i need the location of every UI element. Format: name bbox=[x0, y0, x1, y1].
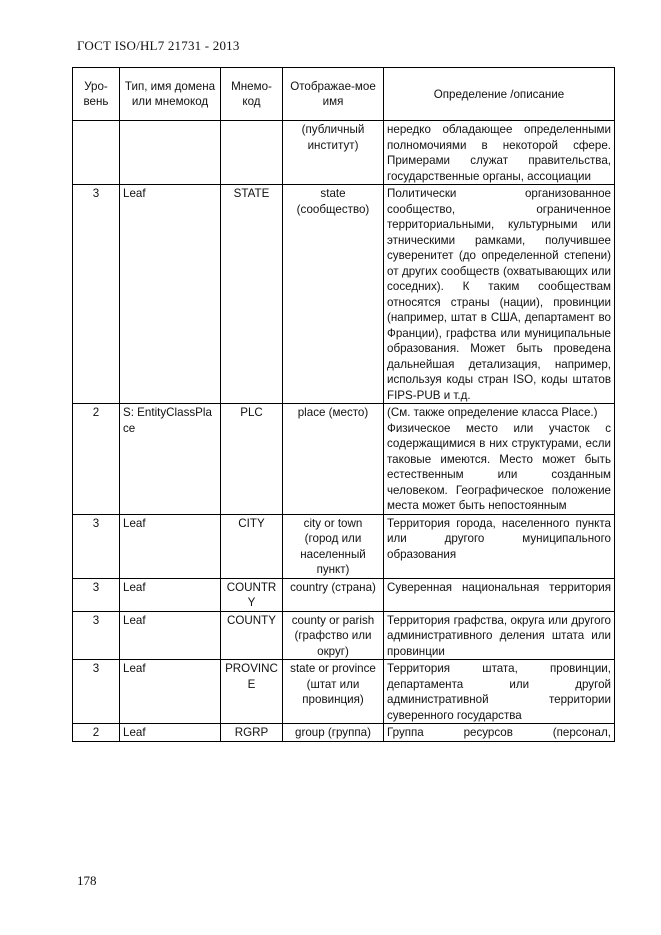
header-mnemonic: Мнемо-код bbox=[221, 68, 283, 121]
cell-type bbox=[120, 121, 221, 185]
cell-definition bbox=[384, 724, 615, 742]
cell-display-name: group (группа) bbox=[283, 724, 384, 742]
cell-display-name: (публичный институт) bbox=[283, 121, 384, 185]
header-level: Уро-вень bbox=[73, 68, 120, 121]
page-number: 178 bbox=[77, 873, 97, 888]
cell-definition bbox=[384, 578, 615, 611]
definition-text: Суверенная национальная территория bbox=[387, 580, 611, 594]
document-header: ГОСТ ISO/HL7 21731 - 2013 bbox=[77, 38, 240, 53]
cell-level: 3 bbox=[73, 611, 120, 660]
cell-type: Leaf bbox=[120, 724, 221, 742]
cell-type: Leaf bbox=[120, 185, 221, 404]
cell-type: S: EntityClassPlace bbox=[120, 404, 221, 515]
definition-text: Группа ресурсов (персонал, bbox=[387, 726, 611, 739]
header-display-name: Отображае-мое имя bbox=[283, 68, 384, 121]
cell-display-name: state (сообщество) bbox=[283, 185, 384, 404]
cell-display-name: state or province (штат или провинция) bbox=[283, 660, 384, 724]
table-row bbox=[73, 611, 615, 660]
cell-definition bbox=[384, 514, 615, 578]
table-row bbox=[73, 185, 615, 404]
cell-mnemonic: PROVINCE bbox=[221, 660, 283, 724]
definition-text: (См. также определение класса Place.) bbox=[387, 406, 598, 419]
cell-display-name: place (место) bbox=[283, 404, 384, 515]
table-row bbox=[73, 724, 615, 742]
table-header-row bbox=[73, 68, 615, 121]
definition-text: Территория штата, провинции, департамента или другой административной территории суверенного государства bbox=[387, 662, 611, 722]
cell-mnemonic: PLC bbox=[221, 404, 283, 515]
code-table bbox=[72, 67, 615, 742]
cell-mnemonic: RGRP bbox=[221, 724, 283, 742]
cell-type: Leaf bbox=[120, 660, 221, 724]
cell-definition bbox=[384, 404, 615, 515]
cell-display-name: country (страна) bbox=[283, 578, 384, 611]
table-row bbox=[73, 660, 615, 724]
cell-level: 3 bbox=[73, 514, 120, 578]
cell-mnemonic: CITY bbox=[221, 514, 283, 578]
cell-level bbox=[73, 121, 120, 185]
cell-display-name: city or town (город или населенный пункт) bbox=[283, 514, 384, 578]
table-row bbox=[73, 404, 615, 515]
table-row bbox=[73, 578, 615, 611]
table-row bbox=[73, 514, 615, 578]
table-row bbox=[73, 121, 615, 185]
cell-mnemonic: STATE bbox=[221, 185, 283, 404]
header-type: Тип, имя домена или мнемокод bbox=[120, 68, 221, 121]
cell-type: Leaf bbox=[120, 611, 221, 660]
header-definition: Определение /описание bbox=[384, 68, 615, 121]
cell-mnemonic: COUNTY bbox=[221, 611, 283, 660]
cell-display-name: county or parish (графство или округ) bbox=[283, 611, 384, 660]
cell-definition bbox=[384, 185, 615, 404]
definition-text: Территория графства, округа или другого административного деления штата или провинции bbox=[387, 613, 611, 658]
cell-type: Leaf bbox=[120, 514, 221, 578]
cell-mnemonic bbox=[221, 121, 283, 185]
definition-text: нередко обладающее определенными полномочиями в некоторой сфере. Примерами служат правительства, государственные органы, ассоциации bbox=[387, 123, 611, 183]
cell-level: 2 bbox=[73, 404, 120, 515]
cell-level: 3 bbox=[73, 185, 120, 404]
cell-type: Leaf bbox=[120, 578, 221, 611]
definition-text: Территория города, населенного пункта или другого муниципального образования bbox=[387, 516, 611, 561]
cell-definition bbox=[384, 611, 615, 660]
definition-text: Политически организованное сообщество, ограниченное территориальными, культурными или этническими рамками, получившее суверенитет (до определенной степени) от других сообществ (охватывающих или соседних). К таким сообществам относятся страны (нации), провинции (например, штат в США, департамент во Франции), графства или муниципальные образования. Может быть проведена дальнейшая детализация, например, используя коды стран ISO, коды штатов FIPS-PUB и т.д. bbox=[387, 187, 611, 402]
cell-definition bbox=[384, 660, 615, 724]
cell-definition bbox=[384, 121, 615, 185]
cell-level: 3 bbox=[73, 578, 120, 611]
cell-level: 2 bbox=[73, 724, 120, 742]
cell-level: 3 bbox=[73, 660, 120, 724]
definition-text: Физическое место или участок с содержащимися в них структурами, если таковые имеются. Место может быть естественным или созданным человеком. Географическое положение места может быть непостоянным bbox=[387, 421, 611, 512]
cell-mnemonic: COUNTRY bbox=[221, 578, 283, 611]
